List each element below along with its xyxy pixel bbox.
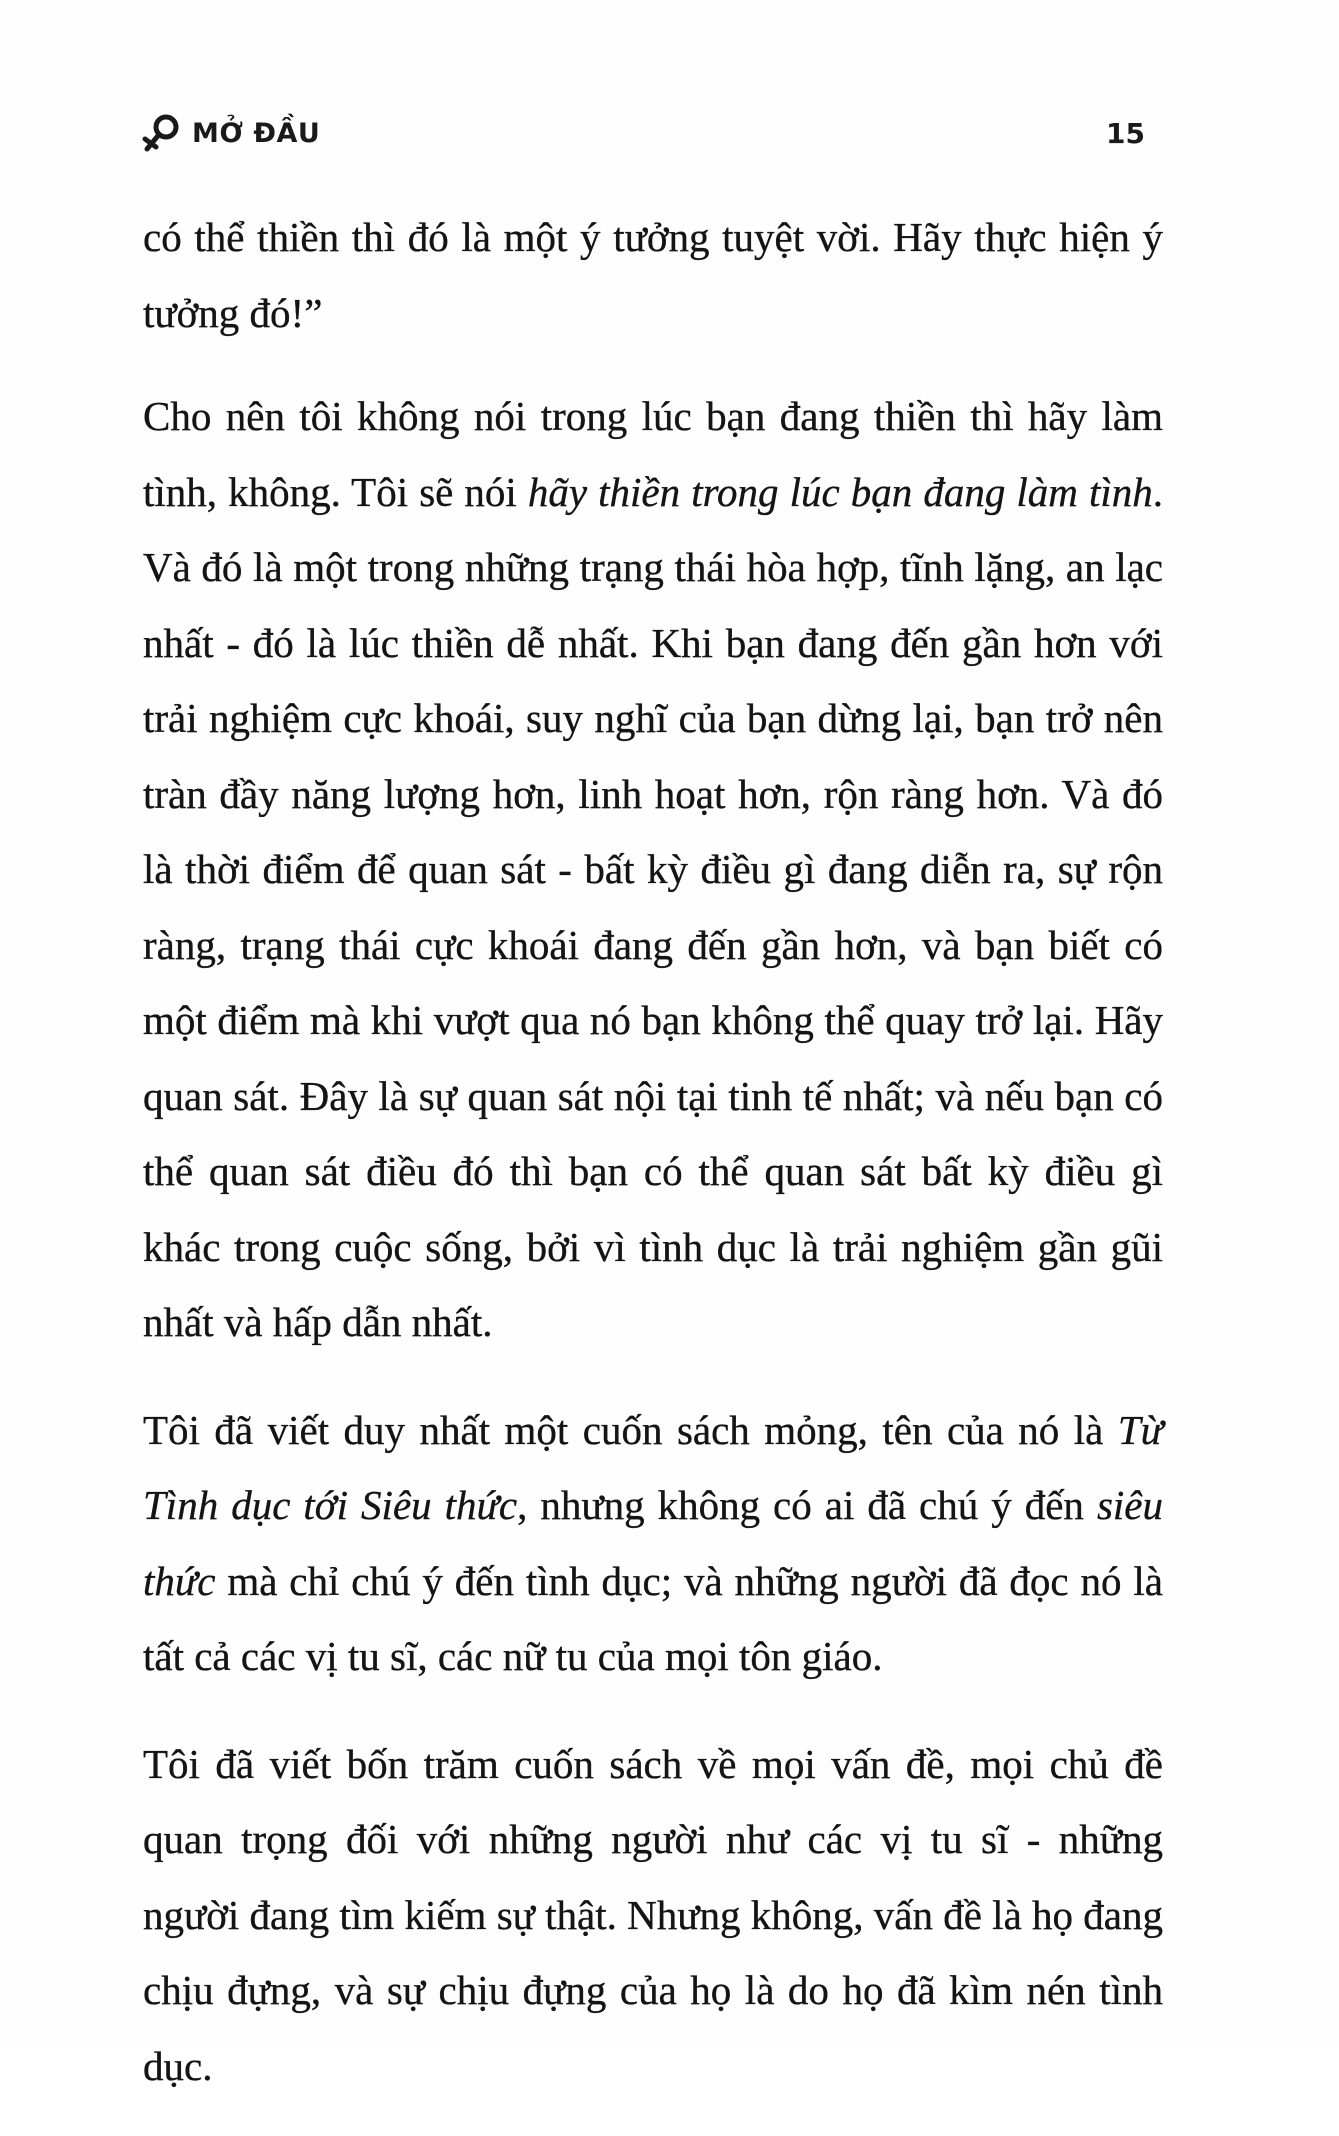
running-header (140, 108, 1145, 158)
italic-phrase: hãy thiền trong lúc bạn đang làm tình (527, 468, 1153, 515)
text-segment: mà chỉ chú ý đến tình dục; và những người đã đọc nó là tất cả các vị tu sĩ, các nữ tu của mọi tôn giáo. (143, 1557, 1163, 1679)
text-segment: Tôi đã viết bốn trăm cuốn sách về mọi vấn đề, mọi chủ đề quan trọng đối với những người như các vị tu sĩ - những người đang tìm kiếm sự thật. Nhưng không, vấn đề là họ đang chịu đựng, và sự chịu đựng của họ là do họ đã kìm nén tình dục. (143, 1740, 1163, 2089)
header-left (140, 111, 320, 155)
body-text (143, 200, 1163, 2136)
text-segment: có thể thiền thì đó là một ý tưởng tuyệt vời. Hãy thực hiện ý tưởng đó!” (143, 214, 1163, 336)
paragraph (143, 379, 1163, 1361)
text-segment: Cho nên tôi không nói trong lúc bạn đang thiền thì hãy làm tình, không. Tôi sẽ nói (143, 393, 1163, 515)
text-segment: Tôi đã viết duy nhất một cuốn sách mỏng, tên của nó là (143, 1406, 1118, 1453)
text-segment: , nhưng không có ai đã chú ý đến (517, 1482, 1097, 1528)
paragraph (143, 1727, 1163, 2105)
page-number: 15 (1106, 116, 1145, 150)
chapter-title: MỞ ĐẦU (192, 117, 321, 149)
text-segment: . Và đó là một trong những trạng thái hòa hợp, tĩnh lặng, an lạc nhất - đó là lúc thiền dễ nhất. Khi bạn đang đến gần hơn với trải nghiệm cực khoái, suy nghĩ của bạn dừng lại, bạn trở nên tràn đầy năng lượng hơn, linh hoạt hơn, rộn ràng hơn. Và đó là thời điểm để quan sát - bất kỳ điều gì đang diễn ra, sự rộn ràng, trạng thái cực khoái đang đến gần hơn, và bạn biết có một điểm mà khi vượt qua nó bạn không thể quay trở lại. Hãy quan sát. Đây là sự quan sát nội tại tinh tế nhất; và nếu bạn có thể quan sát điều đó thì bạn có thể quan sát bất kỳ điều gì khác trong cuộc sống, bởi vì tình dục là trải nghiệm gần gũi nhất và hấp dẫn nhất. (143, 468, 1163, 1345)
book-title: Từ Tình dục tới Siêu thức (143, 1406, 1163, 1528)
italic-phrase: siêu thức (143, 1482, 1163, 1604)
paragraph (143, 1393, 1163, 1695)
paragraph (143, 200, 1163, 351)
venus-icon (140, 111, 182, 155)
